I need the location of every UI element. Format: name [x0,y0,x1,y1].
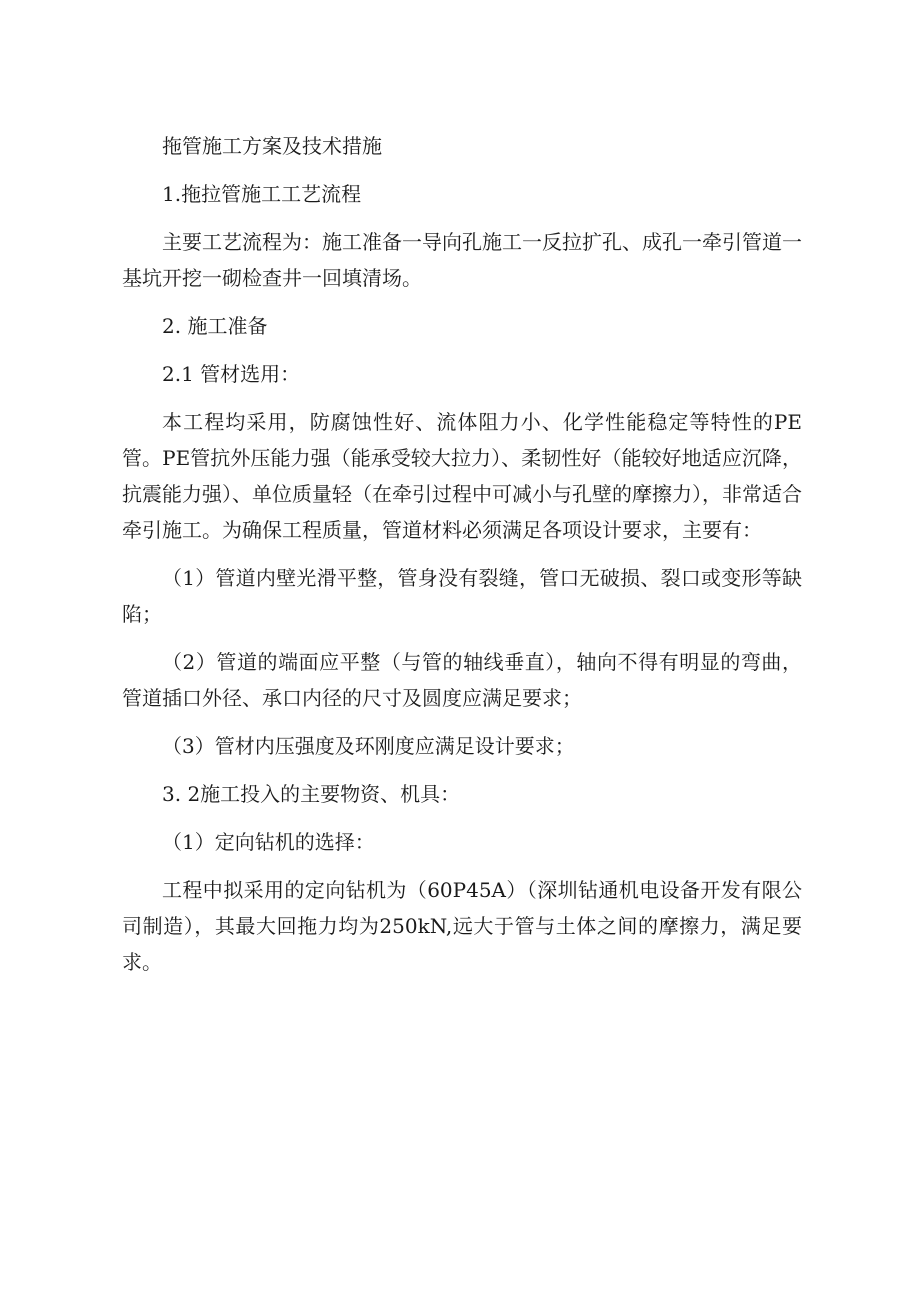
requirement-item-2: （2）管道的端面应平整（与管的轴线垂直），轴向不得有明显的弯曲，管道插口外径、承口内径的尺寸及圆度应满足要求； [122,650,802,710]
process-flow-paragraph: 主要工艺流程为：施工准备一导向孔施工一反拉扩孔、成孔一牵引管道一基坑开挖一砌检查井一回填清场。 [122,230,802,290]
document-title: 拖管施工方案及技术措施 [162,134,382,158]
document-body [122,128,802,980]
subsection-heading-3-2: 3. 2施工投入的主要物资、机具： [162,782,461,806]
section-heading-2: 2. 施工准备 [162,314,268,338]
requirement-item-3: （3）管材内压强度及环刚度应满足设计要求； [162,734,575,758]
section-heading-1: 1.拖拉管施工工艺流程 [162,182,362,206]
drill-selection-paragraph: 工程中拟采用的定向钻机为（60P45A）（深圳钻通机电设备开发有限公司制造），其最大回拖力均为250kN,远大于管与土体之间的摩擦力，满足要求。 [122,878,802,974]
subsection-heading-2-1: 2.1 管材选用： [162,362,301,386]
requirement-item-1: （1）管道内壁光滑平整，管身没有裂缝，管口无破损、裂口或变形等缺陷； [122,566,802,626]
drill-selection-heading: （1）定向钻机的选择： [162,830,375,854]
pipe-material-paragraph: 本工程均采用，防腐蚀性好、流体阻力小、化学性能稳定等特性的PE管。PE管抗外压能力强（能承受较大拉力）、柔韧性好（能较好地适应沉降，抗震能力强）、单位质量轻（在牵引过程中可减小与孔壁的摩擦力），非常适合牵引施工。为确保工程质量，管道材料必须满足各项设计要求，主要有： [122,410,802,542]
